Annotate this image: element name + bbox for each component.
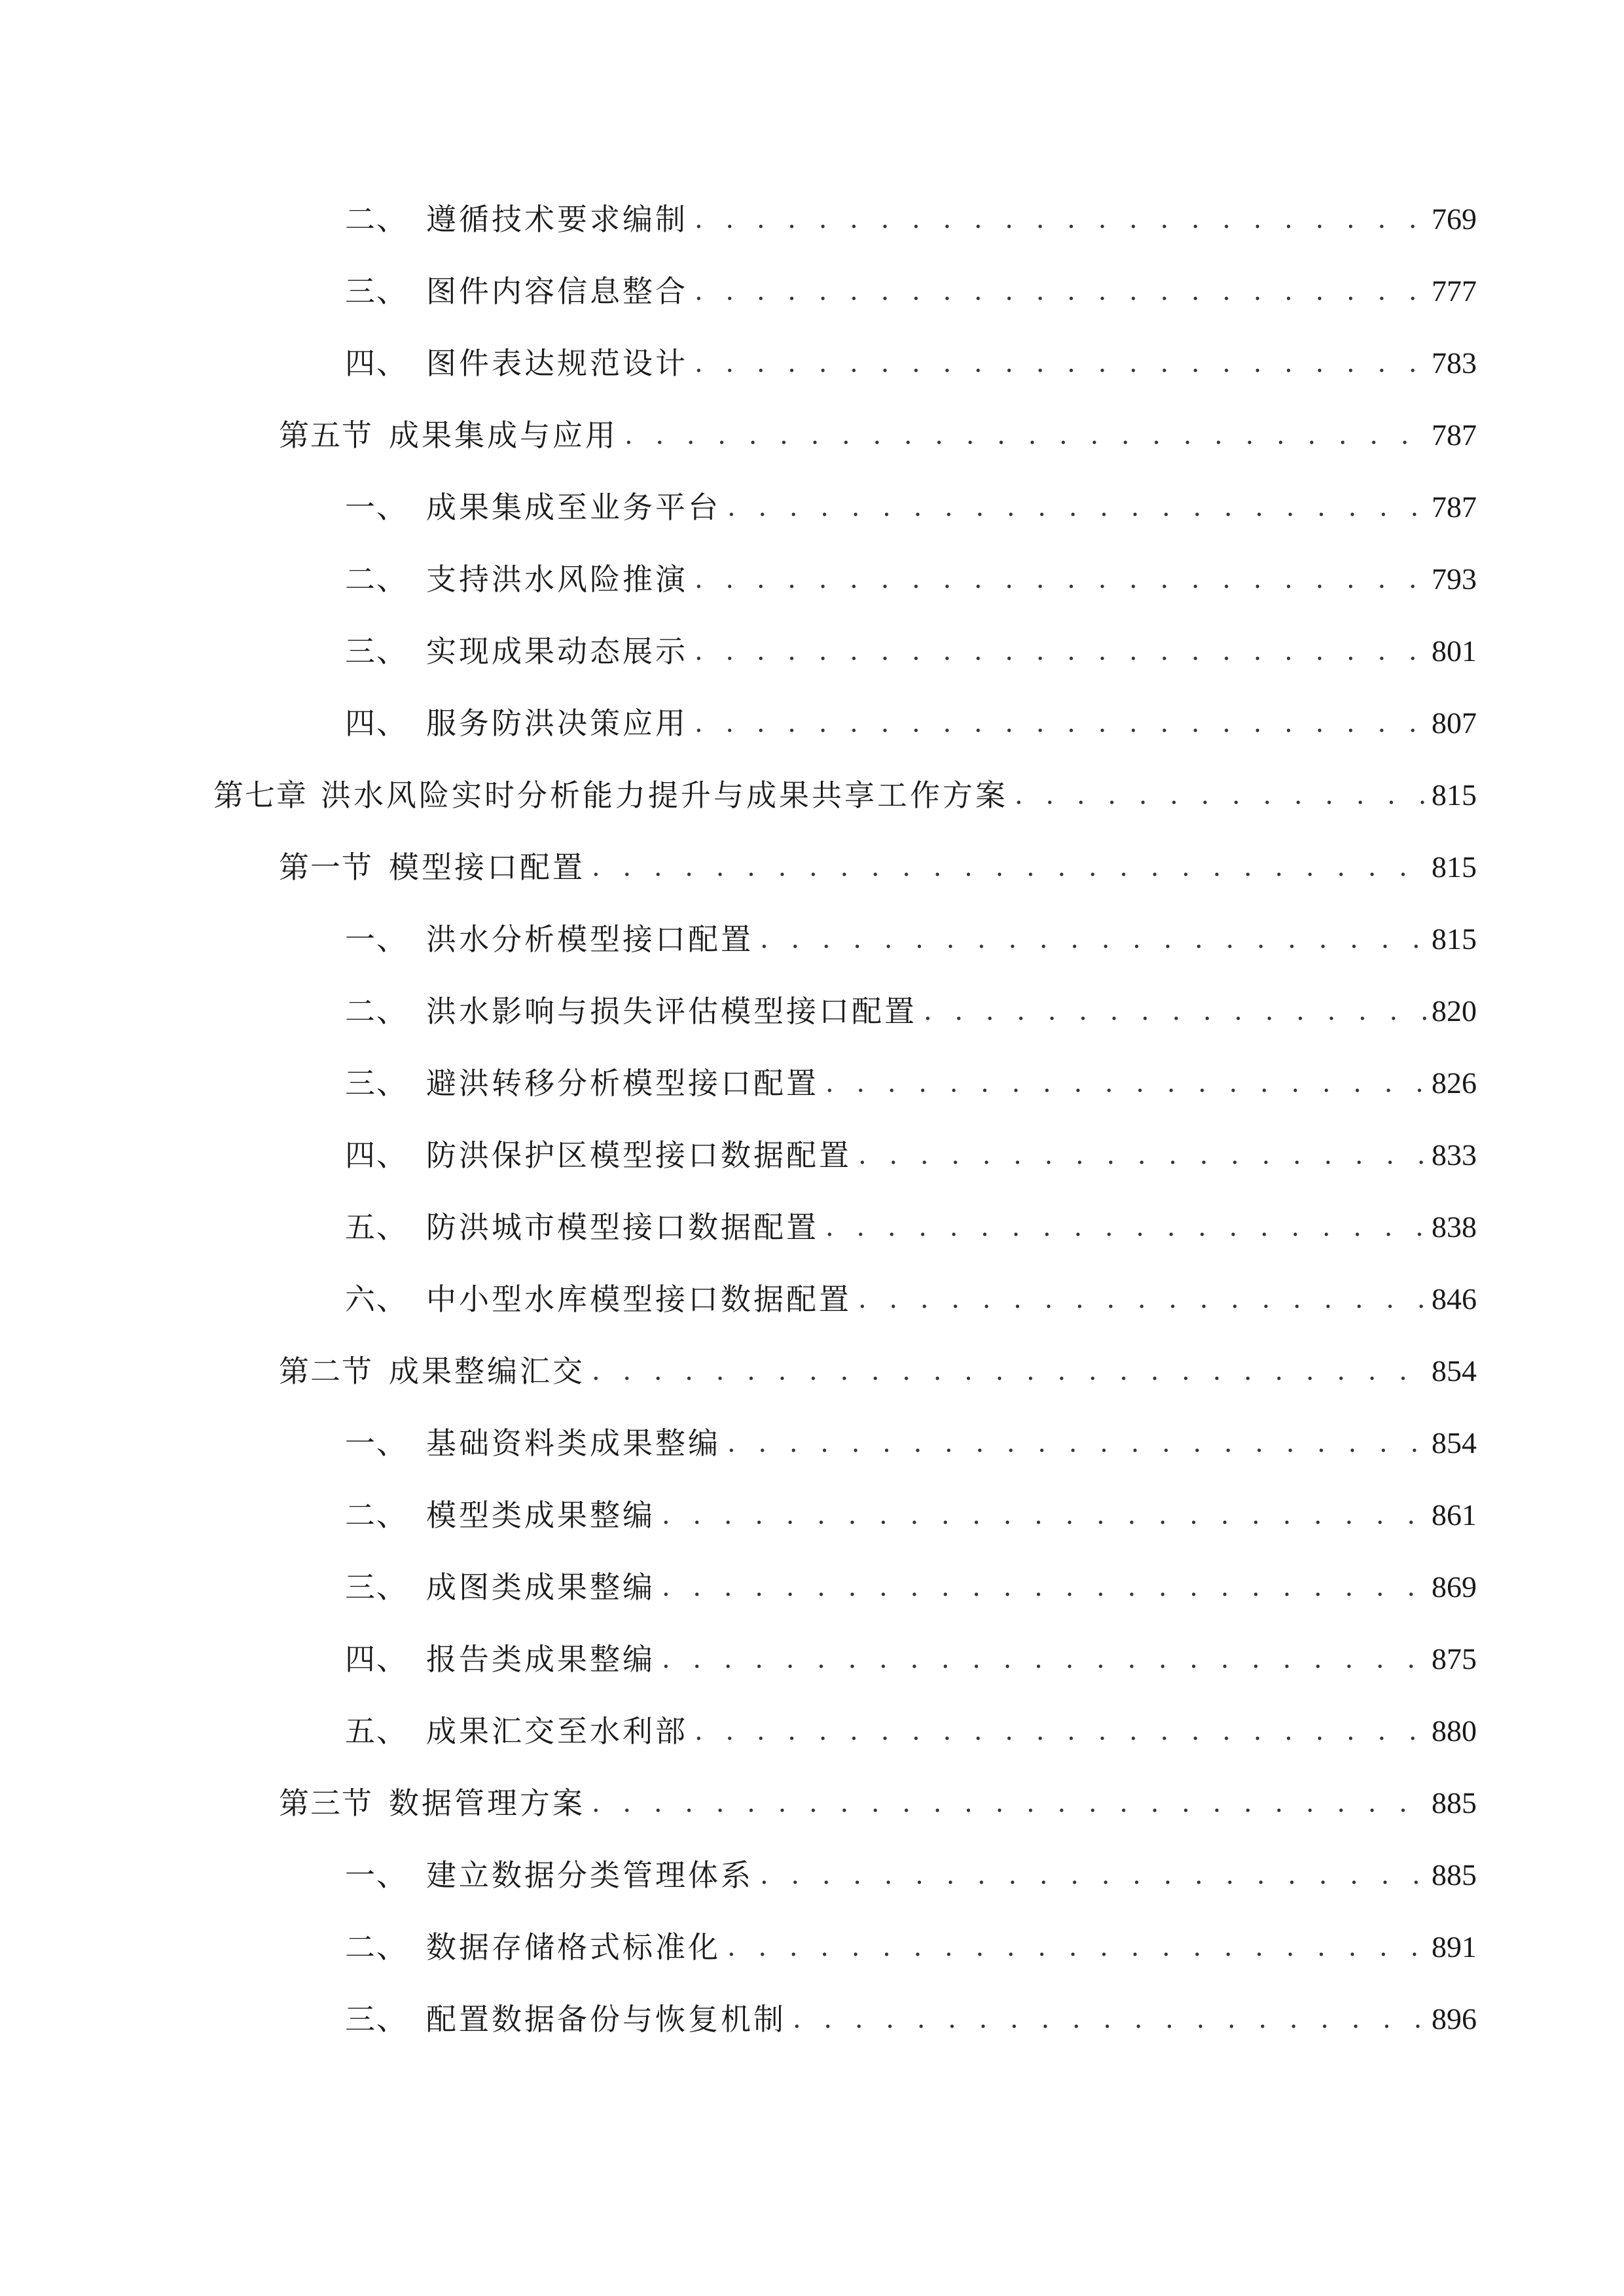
toc-entry[interactable] — [345, 913, 1477, 965]
toc-dot-leader — [852, 1129, 1431, 1181]
toc-dot-leader — [1008, 769, 1431, 821]
toc-entry-title: 基础资料类成果整编 — [426, 1426, 721, 1461]
toc-entry-number: 五、 — [345, 1713, 408, 1749]
toc-entry-page: 815 — [1432, 778, 1477, 812]
toc-dot-leader — [753, 913, 1431, 965]
toc-entry-title: 洪水影响与损失评估模型接口配置 — [426, 994, 917, 1029]
toc-dot-leader — [688, 1705, 1431, 1757]
toc-entry-title: 防洪城市模型接口数据配置 — [426, 1210, 819, 1245]
toc-entry-number: 二、 — [345, 562, 408, 597]
toc-entry[interactable] — [279, 409, 1477, 461]
toc-entry-page: 885 — [1432, 1858, 1477, 1892]
toc-dot-leader — [786, 1993, 1431, 2045]
toc-entry-page: 793 — [1432, 562, 1477, 596]
toc-dot-leader — [688, 625, 1431, 677]
toc-entry[interactable] — [345, 1057, 1477, 1109]
toc-entry-page: 854 — [1432, 1426, 1477, 1460]
toc-entry-page: 801 — [1432, 634, 1477, 668]
toc-dot-leader — [721, 1417, 1431, 1469]
toc-dot-leader — [618, 409, 1431, 461]
toc-entry-title: 洪水分析模型接口配置 — [426, 922, 753, 957]
toc-entry-page: 783 — [1432, 346, 1477, 380]
toc-entry-page: 854 — [1432, 1354, 1477, 1388]
toc-dot-leader — [819, 1057, 1431, 1109]
toc-entry-number: 一、 — [345, 922, 408, 957]
toc-entry-number: 一、 — [345, 490, 408, 525]
toc-dot-leader — [852, 1273, 1431, 1325]
toc-entry[interactable] — [345, 193, 1477, 245]
toc-entry-page: 826 — [1432, 1066, 1477, 1100]
toc-entry-page: 833 — [1432, 1138, 1477, 1172]
toc-dot-leader — [655, 1489, 1431, 1541]
toc-entry[interactable] — [345, 1417, 1477, 1469]
toc-entry[interactable] — [345, 1201, 1477, 1253]
toc-entry[interactable] — [345, 1489, 1477, 1541]
toc-entry-number: 二、 — [345, 202, 408, 237]
toc-entry-number: 一、 — [345, 1426, 408, 1461]
toc-entry-number: 第二节 — [279, 1354, 373, 1389]
toc-dot-leader — [688, 265, 1431, 317]
toc-entry[interactable] — [345, 265, 1477, 317]
toc-entry[interactable] — [345, 1633, 1477, 1685]
toc-entry[interactable] — [345, 985, 1477, 1037]
toc-entry-number: 第三节 — [279, 1785, 373, 1821]
toc-entry[interactable] — [345, 1273, 1477, 1325]
toc-entry-page: 807 — [1432, 706, 1477, 740]
toc-entry-page: 891 — [1432, 1930, 1477, 1964]
toc-entry-number: 四、 — [345, 1641, 408, 1677]
toc-entry-page: 880 — [1432, 1714, 1477, 1748]
toc-entry[interactable] — [345, 625, 1477, 677]
toc-entry-title: 图件表达规范设计 — [426, 346, 688, 381]
toc-dot-leader — [917, 985, 1431, 1037]
toc-dot-leader — [721, 481, 1431, 533]
toc-entry-number: 第五节 — [279, 418, 373, 453]
toc-entry-page: 815 — [1432, 922, 1477, 956]
toc-entry[interactable] — [345, 1993, 1477, 2045]
toc-entry-title: 避洪转移分析模型接口配置 — [426, 1066, 819, 1101]
toc-entry-number: 四、 — [345, 346, 408, 381]
toc-entry-page: 875 — [1432, 1642, 1477, 1676]
toc-entry-page: 769 — [1432, 202, 1477, 236]
toc-entry[interactable] — [345, 1849, 1477, 1901]
toc-entry-title: 数据存储格式标准化 — [426, 1929, 721, 1965]
toc-entry-page: 846 — [1432, 1282, 1477, 1316]
toc-entry-page: 896 — [1432, 2002, 1477, 2036]
toc-entry-number: 三、 — [345, 1066, 408, 1101]
toc-dot-leader — [688, 553, 1431, 605]
toc-entry-title: 模型类成果整编 — [426, 1498, 655, 1533]
toc-entry[interactable] — [213, 769, 1477, 821]
toc-entry-number: 五、 — [345, 1210, 408, 1245]
toc-entry-title: 成果整编汇交 — [389, 1354, 585, 1389]
toc-dot-leader — [819, 1201, 1431, 1253]
toc-entry-page: 838 — [1432, 1210, 1477, 1244]
toc-entry-title: 遵循技术要求编制 — [426, 202, 688, 237]
toc-dot-leader — [753, 1849, 1431, 1901]
toc-entry-title: 成果汇交至水利部 — [426, 1713, 688, 1749]
toc-entry[interactable] — [279, 1345, 1477, 1397]
toc-entry[interactable] — [345, 481, 1477, 533]
toc-dot-leader — [688, 337, 1431, 389]
toc-entry-page: 777 — [1432, 274, 1477, 308]
toc-entry-number: 第七章 — [213, 778, 308, 813]
toc-dot-leader — [585, 841, 1431, 893]
toc-entry-number: 第一节 — [279, 850, 373, 885]
toc-entry-number: 三、 — [345, 634, 408, 669]
toc-entry-number: 三、 — [345, 2001, 408, 2037]
toc-dot-leader — [585, 1345, 1431, 1397]
toc-entry-page: 787 — [1432, 418, 1477, 452]
toc-entry-page: 869 — [1432, 1570, 1477, 1604]
toc-entry-title: 洪水风险实时分析能力提升与成果共享工作方案 — [321, 778, 1008, 813]
toc-dot-leader — [721, 1921, 1431, 1973]
toc-entry-page: 885 — [1432, 1786, 1477, 1820]
toc-entry-page: 861 — [1432, 1498, 1477, 1532]
toc-dot-leader — [655, 1561, 1431, 1613]
toc-entry-title: 建立数据分类管理体系 — [426, 1857, 753, 1893]
toc-entry-title: 成果集成至业务平台 — [426, 490, 721, 525]
toc-entry[interactable] — [345, 337, 1477, 389]
toc-entry-title: 防洪保护区模型接口数据配置 — [426, 1138, 852, 1173]
toc-dot-leader — [688, 193, 1431, 245]
toc-entry-title: 支持洪水风险推演 — [426, 562, 688, 597]
toc-entry[interactable] — [279, 1777, 1477, 1829]
toc-entry-number: 四、 — [345, 706, 408, 741]
toc-entry-page: 815 — [1432, 850, 1477, 884]
toc-entry-number: 一、 — [345, 1857, 408, 1893]
toc-entry-number: 二、 — [345, 1929, 408, 1965]
toc-entry-number: 二、 — [345, 1498, 408, 1533]
toc-entry-number: 三、 — [345, 1570, 408, 1605]
toc-entry[interactable] — [345, 1129, 1477, 1181]
toc-entry[interactable] — [279, 841, 1477, 893]
toc-dot-leader — [688, 697, 1431, 749]
toc-entry[interactable] — [345, 697, 1477, 749]
toc-entry[interactable] — [345, 553, 1477, 605]
toc-entry[interactable] — [345, 1561, 1477, 1613]
toc-entry-title: 报告类成果整编 — [426, 1641, 655, 1677]
toc-entry-page: 787 — [1432, 490, 1477, 524]
toc-entry-title: 中小型水库模型接口数据配置 — [426, 1282, 852, 1317]
toc-entry-title: 成图类成果整编 — [426, 1570, 655, 1605]
toc-entry-title: 配置数据备份与恢复机制 — [426, 2001, 786, 2037]
toc-entry-title: 数据管理方案 — [389, 1785, 585, 1821]
toc-entry-title: 模型接口配置 — [389, 850, 585, 885]
toc-entry-number: 二、 — [345, 994, 408, 1029]
toc-entry[interactable] — [345, 1705, 1477, 1757]
toc-entry-title: 服务防洪决策应用 — [426, 706, 688, 741]
toc-entry-number: 六、 — [345, 1282, 408, 1317]
toc-entry-number: 四、 — [345, 1138, 408, 1173]
toc-entry-number: 三、 — [345, 274, 408, 309]
toc-entry-title: 实现成果动态展示 — [426, 634, 688, 669]
toc-dot-leader — [655, 1633, 1431, 1685]
toc-entry-title: 成果集成与应用 — [389, 418, 618, 453]
toc-dot-leader — [585, 1777, 1431, 1829]
toc-entry-page: 820 — [1432, 994, 1477, 1028]
toc-entry[interactable] — [345, 1921, 1477, 1973]
toc-entry-title: 图件内容信息整合 — [426, 274, 688, 309]
